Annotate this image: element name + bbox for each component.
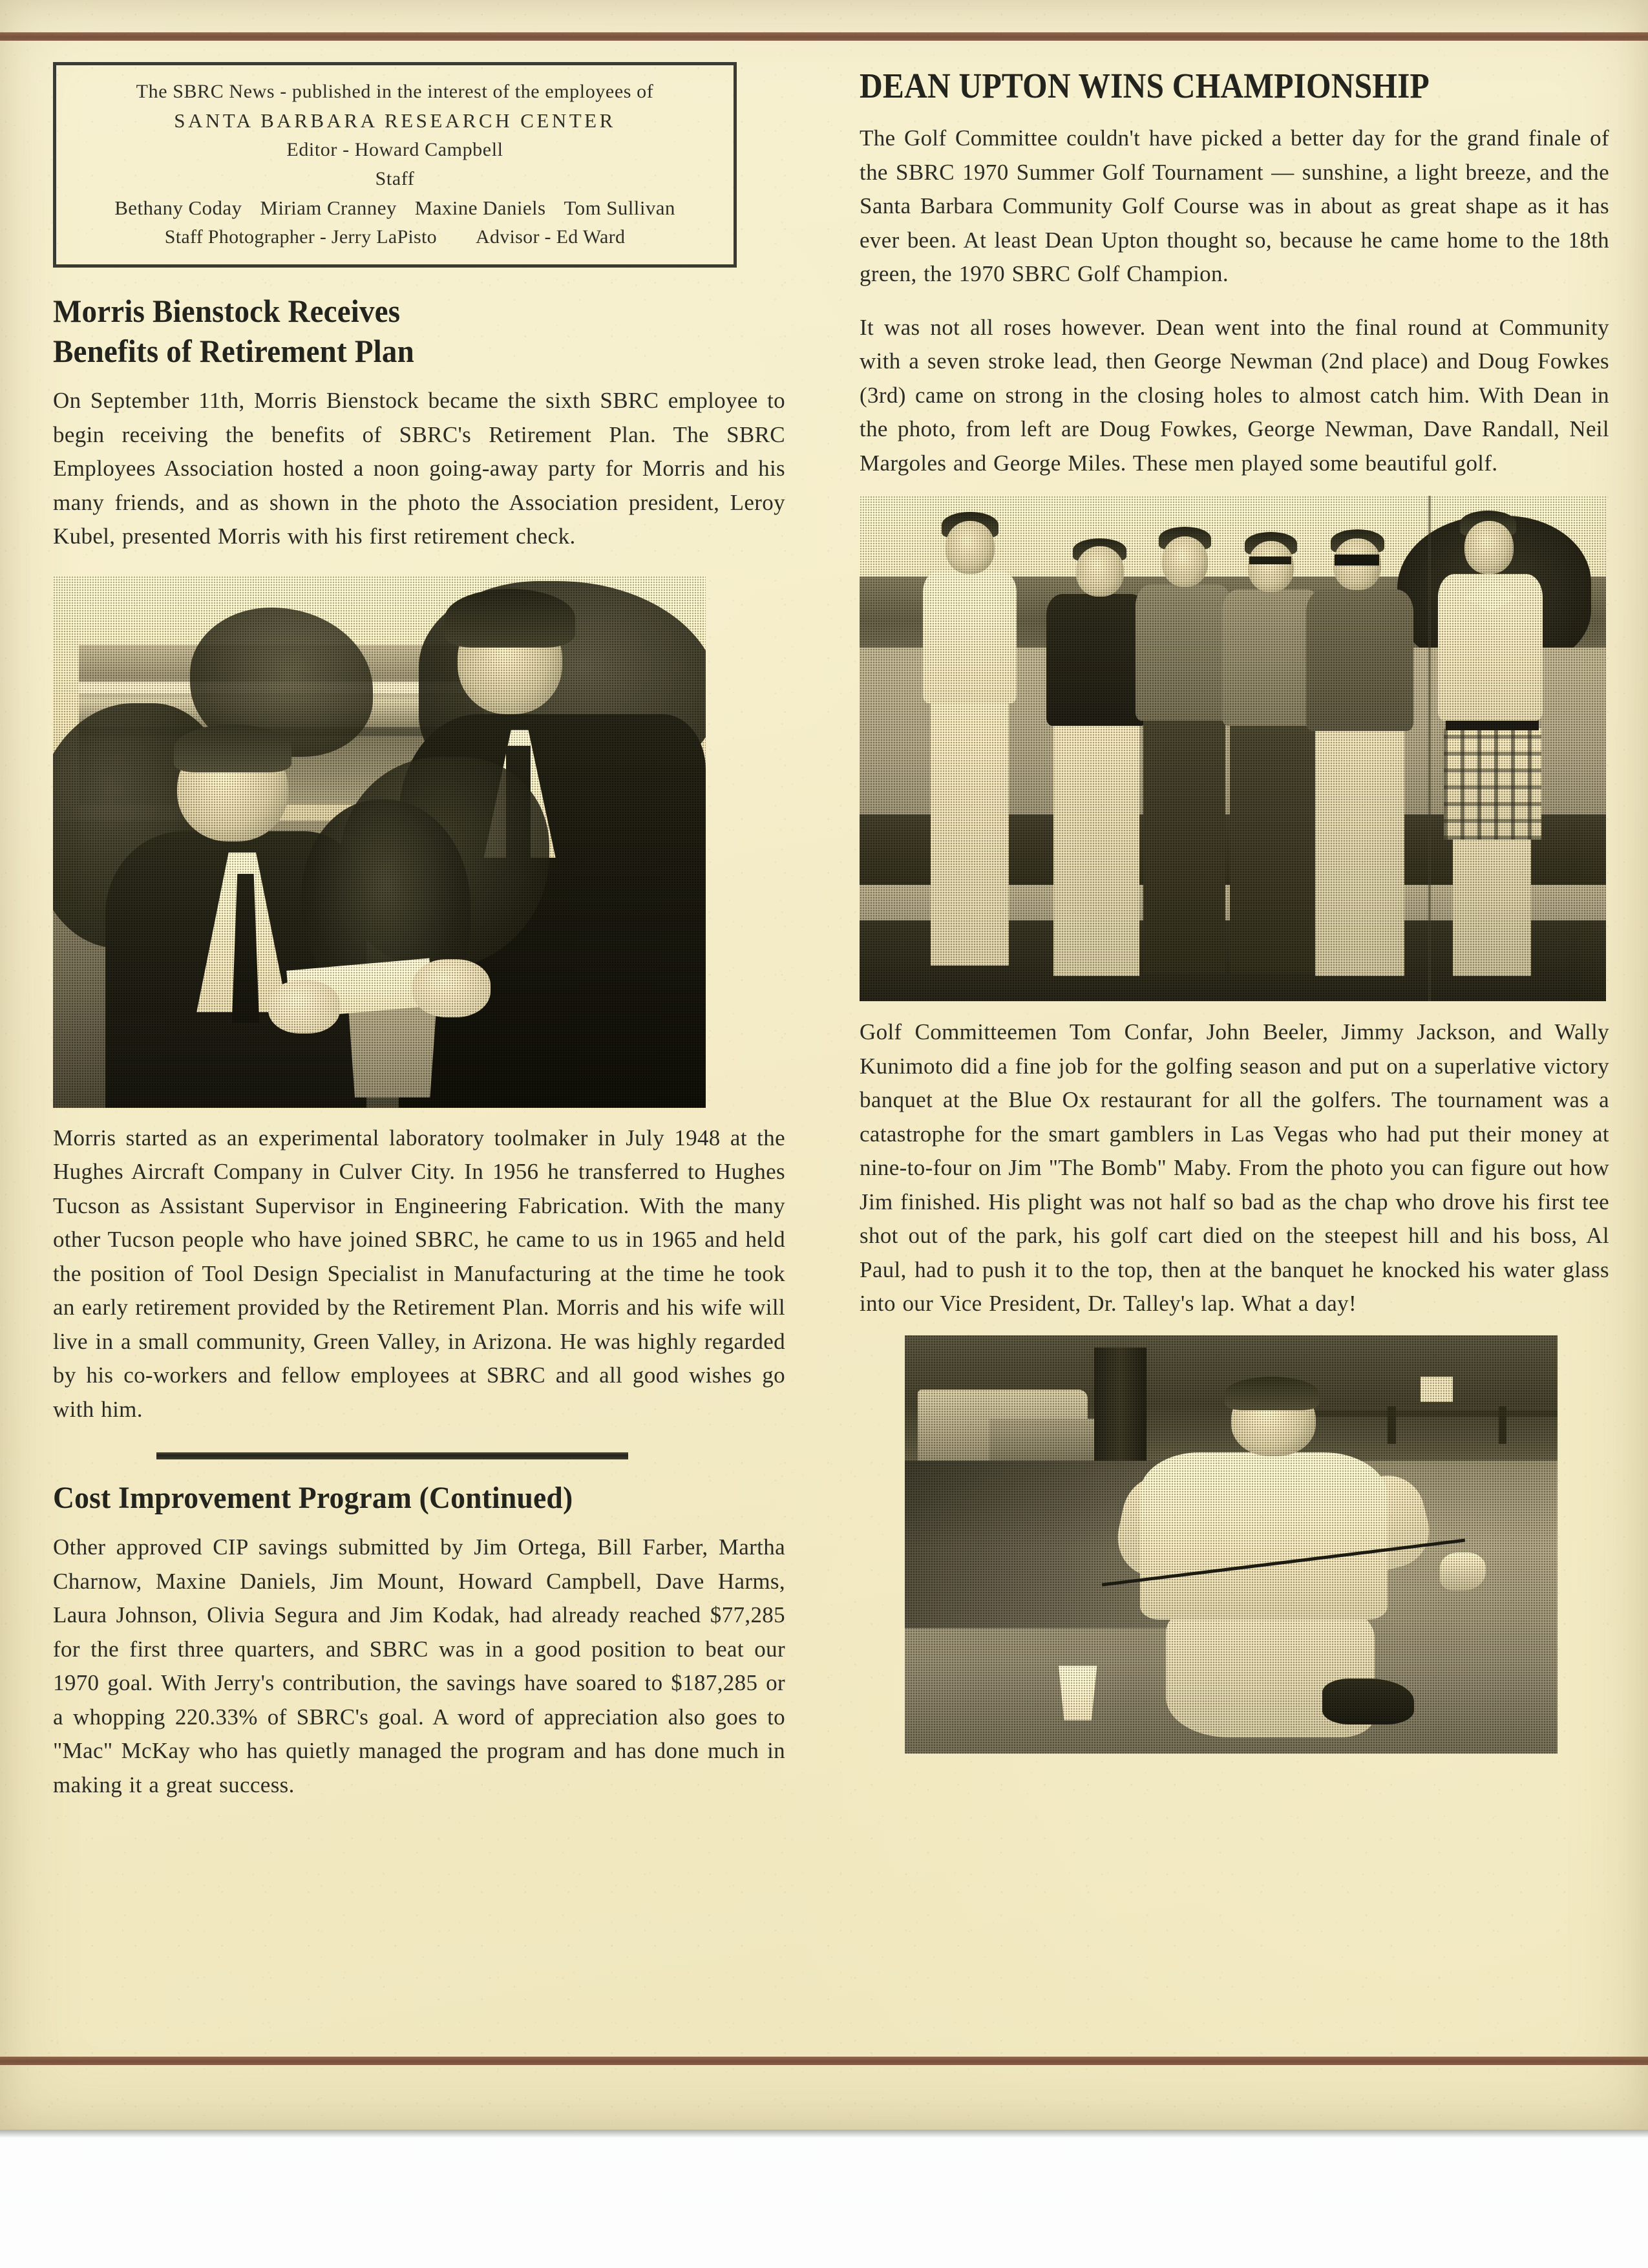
photo-retirement-check [53,576,706,1108]
photo-seam [1428,496,1431,1001]
photo-golfers-group [860,496,1606,1001]
paragraph-golf-committee: Golf Committeemen Tom Confar, John Beeler, Jimmy Jackson, and Wally Kunimoto did a fine job for the golfing season and put on a superlative victory banquet at the Blue Ox restaurant for all the golfers. The tournament was a catastrophe for the smart gamblers in Las Vegas who had put their money at nine-to-four on Jim "The Bomb" Maby. From the photo you can figure out how Jim finished. His plight was not half so bad as the chap who drove his first tee shot out of the park, his golf cart died on the steepest hill and his boss, Al Paul, had to push it to the top, then at the banquet he knocked his water glass into our Vice President, Dr. Talley's lap. What a day! [860,1019,1609,1316]
eyeglasses-icon [1249,556,1291,565]
masthead-staff-names [65,193,724,222]
bottom-brown-rule [0,2057,1648,2065]
staff-name: Tom Sullivan [564,196,675,219]
headline-cost-improvement-program: Cost Improvement Program (Continued) [53,1481,573,1515]
masthead-photographer: Staff Photographer - Jerry LaPisto [164,226,437,248]
top-brown-rule [0,32,1648,41]
paragraph-morris-intro: On September 11th, Morris Bienstock became the sixth SBRC employee to begin receiving the benefits of SBRC's Retirement Plan. The SBRC Employees Association hosted a noon going-away party for Morris and his many friends, and as shown in the photo the Association president, Leroy Kubel, presented Morris with his first retirement check. [53,388,785,549]
headline-line-2: Benefits of Retirement Plan [53,333,414,369]
paragraph-cip-savings: Other approved CIP savings submitted by Jim Ortega, Bill Farber, Martha Charnow, Maxine Daniels, Jim Mount, Howard Campbell, Dave Harms, Laura Johnson, Olivia Segura and Jim Kodak, had already reached $77,285 for the first three quarters, and SBRC was in a good position to beat our 1970 goal. With Jerry's contribution, the savings have soared to $187,285 or a whopping 220.33% of SBRC's goal. A word of appreciation also goes to "Mac" McKay who has quietly managed the program and has done much in making it a great success. [53,1534,785,1797]
headline-line-1: Morris Bienstock Receives [53,293,401,329]
paragraph-golf-final-round: It was not all roses however. Dean went into the final round at Community with a seven stroke lead, then George Newman (2nd place) and Doug Fowkes (3rd) came on strong in the closing holes to almost catch him. With Dean in the photo, from left are Doug Fowkes, George Newman, Dave Randall, Neil Margoles and George Miles. These men played some beautiful golf. [860,314,1609,476]
masthead-credits [65,222,724,251]
staff-name: Bethany Coday [114,196,242,219]
paragraph-golf-intro: The Golf Committee couldn't have picked a better day for the grand finale of the SBRC 1970 Summer Golf Tournament — sunshine, a light breeze, and the Santa Barbara Community Golf Course was in about as great shape as it has ever been. At least Dean Upton thought so, because he came home to the 18th green, the 1970 SBRC Golf Champion. [860,125,1609,286]
section-divider [156,1452,628,1459]
masthead-box [53,62,737,268]
masthead-advisor: Advisor - Ed Ward [475,226,626,248]
staff-name: Maxine Daniels [414,196,546,219]
headline-morris-bienstock [53,291,741,371]
masthead-editor: Editor - Howard Campbell [286,139,503,160]
masthead-line-1: The SBRC News - published in the interest of the employees of [136,81,654,102]
staff-name: Miriam Cranney [260,196,397,219]
headline-dean-upton-wins-championship: DEAN UPTON WINS CHAMPIONSHIP [860,66,1430,105]
masthead-organization: SANTA BARBARA RESEARCH CENTER [174,109,616,132]
masthead-staff-label: Staff [375,168,415,189]
photo-jim-maby [905,1335,1558,1754]
paragraph-morris-career: Morris started as an experimental laboratory toolmaker in July 1948 at the Hughes Aircraft Company in Culver City. In 1956 he transferred to Hughes Tucson as Assistant Supervisor in Engineering Fabrication. With the many other Tucson people who have joined SBRC, he came to us in 1965 and held the position of Tool Design Specialist in Manufacturing at the time he took an early retirement provided by the Retirement Plan. Morris and his wife will live in a small community, Green Valley, in Arizona. He was highly regarded by his co-workers and fellow employees at SBRC and all good wishes go with him. [53,1125,785,1422]
left-column [53,62,785,1802]
sunglasses-icon [1335,555,1379,566]
right-column [860,62,1609,1754]
